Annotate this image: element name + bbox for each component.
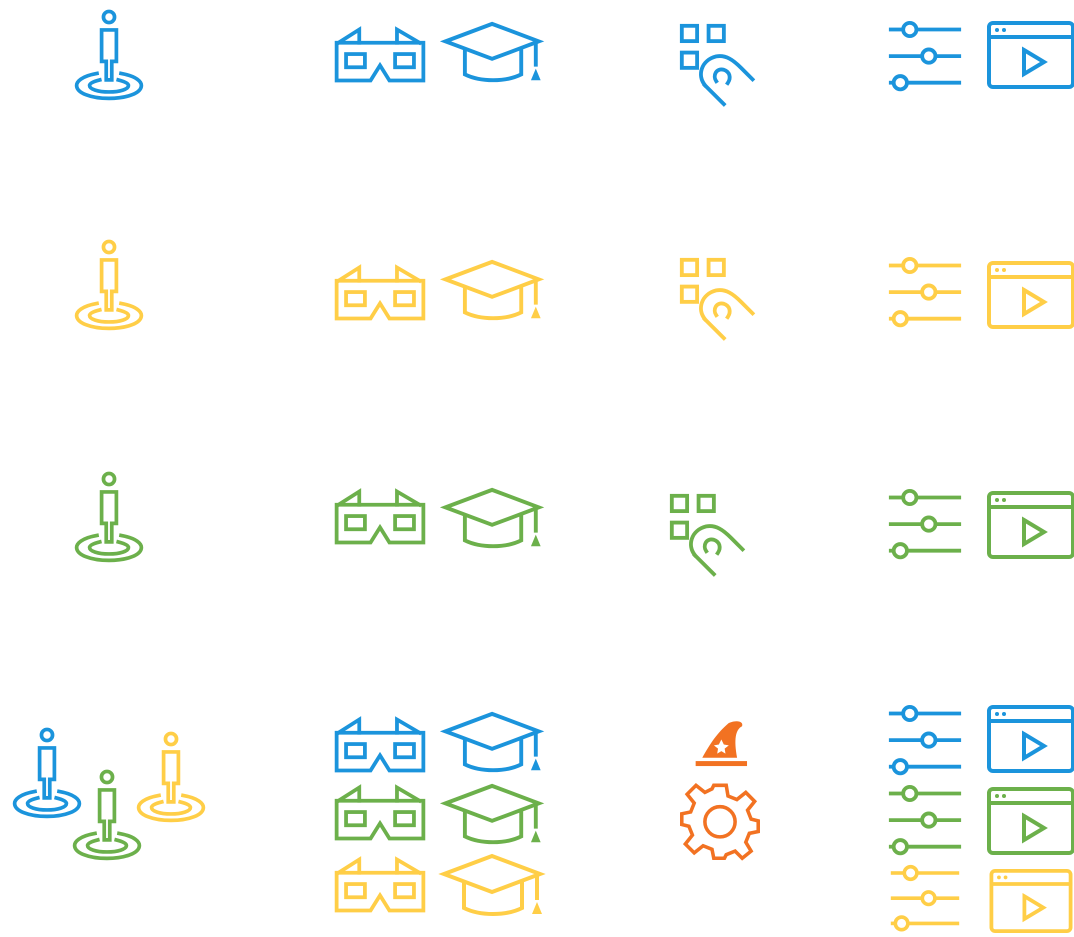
video-player-window-icon [989, 493, 1073, 557]
graduation-cap-icon [444, 856, 542, 914]
video-player-window-icon [989, 789, 1073, 853]
graduation-cap-icon [445, 786, 540, 842]
gear-icon [682, 785, 758, 858]
combined-people-group [15, 729, 204, 858]
combined-education-stack [337, 714, 542, 914]
sliders-settings-icon [893, 867, 958, 930]
graduation-cap-icon [445, 714, 540, 770]
video-player-window-icon [989, 23, 1073, 87]
3d-glasses-icon [337, 720, 424, 771]
graduation-cap-icon [445, 24, 540, 80]
touch-app-grid-icon [672, 496, 743, 574]
person-on-target-icon [75, 771, 140, 858]
sliders-settings-icon [891, 707, 959, 774]
graduation-cap-icon [445, 262, 540, 318]
combined-media-stack [891, 707, 1073, 931]
touch-app-grid-icon [682, 260, 753, 338]
combined-wizard-group [682, 721, 758, 858]
3d-glasses-icon [337, 788, 424, 839]
person-on-target-icon [77, 11, 142, 98]
icon-row-yellow [77, 241, 1073, 338]
sliders-settings-icon [891, 787, 959, 854]
person-on-target-icon [77, 241, 142, 328]
video-player-window-icon [989, 707, 1073, 771]
person-on-target-icon [77, 473, 142, 560]
person-on-target-icon [15, 729, 80, 816]
3d-glasses-icon [337, 268, 424, 319]
video-player-window-icon [989, 263, 1073, 327]
3d-glasses-icon [337, 30, 424, 81]
video-player-window-icon [991, 871, 1070, 931]
icon-row-green [77, 473, 1073, 574]
wizard-hat-icon [696, 721, 747, 766]
touch-app-grid-icon [682, 26, 753, 104]
3d-glasses-icon [337, 860, 424, 911]
sliders-settings-icon [891, 259, 959, 326]
person-on-target-icon [139, 733, 204, 820]
graduation-cap-icon [445, 490, 540, 546]
sliders-settings-icon [891, 23, 959, 90]
icon-row-blue [77, 11, 1073, 104]
3d-glasses-icon [337, 492, 424, 543]
sliders-settings-icon [891, 491, 959, 557]
